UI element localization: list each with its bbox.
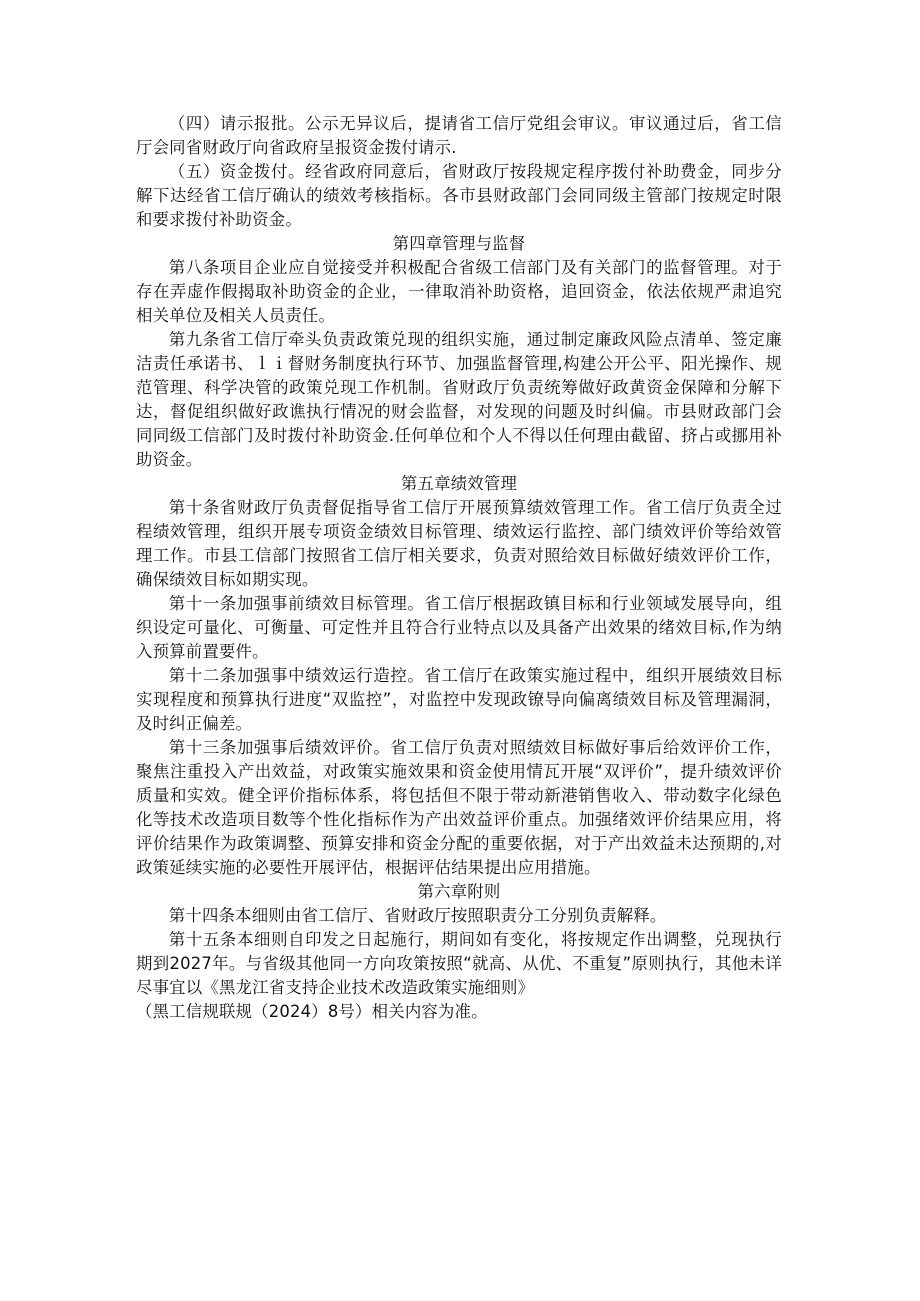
article-12: 第十二条加强事中绩效运行造控。省工信厅在政策实施过程中，组织开展绩效目标实现程度和预算执行进度“双监控”，对监控中发现政镣导向偏离绩效目标及管理漏洞，及时纠正偏差。 bbox=[136, 666, 782, 733]
chapter-5-heading: 第五章绩效管理 bbox=[400, 474, 518, 493]
paragraph-step-4: （四）请示报批。公示无异议后，提请省工信厅党组会审议。审议通过后，省工信厅会同省财政厅向省政府呈报资金拨付请示. bbox=[136, 114, 782, 157]
article-14: 第十四条本细则由省工信厅、省财政厅按照职责分工分别负责解释。 bbox=[168, 906, 667, 925]
closing-line: （黑工信规联规（2024）8号）相关内容为准。 bbox=[136, 1002, 488, 1021]
article-11: 第十一条加强事前绩效目标管理。省工信厅根据政镇目标和行业领域发展导向，组织设定可量化、可衡量、可定性并且符合行业特点以及具备产出效果的绪效目标,作为纳入预算前置要件。 bbox=[136, 594, 782, 661]
paragraph-step-5: （五）资金拨付。经省政府同意后，省财政厅按段规定程序拨付补助费金，同步分解下达经省工信厅确认的绩效考核指标。各市县财政部门会同同级主管部门按规定时限和要求拨付补助资金。 bbox=[136, 162, 782, 229]
chapter-6-heading: 第六章附则 bbox=[417, 882, 501, 901]
article-8: 第八条项目企业应自觉接受并积极配合省级工信部门及有关部门的监督管理。对于存在弄虚作假揭取补助资金的企业，一律取消补助资格，追回资金，依法依规严肃追究相关单位及相关人员责任。 bbox=[136, 258, 782, 325]
document-page bbox=[136, 112, 782, 1024]
chapter-4-heading: 第四章管理与监督 bbox=[392, 234, 526, 253]
article-13: 第十三条加强事后绩效评价。省工信厅负责对照绩效目标做好事后给效评价工作，聚焦注重投入产出效益，对政策实施效果和资金使用情瓦开展“双评价”，提升绩效评价质量和实效。健全评价指标体系，将包括但不限于带动新港销售收入、带动数字化绿色化等技术改造项目数等个性化指标作为产出效益评价重点。加强绪效评价结果应用，将评价结果作为政策调整、预算安排和资金分配的重要依据，对于产出效益未达预期的,对政策延续实施的必要性开展评估，根据评估结果提出应用措施。 bbox=[136, 738, 782, 877]
article-10: 第十条省财政厅负责督促指导省工信厅开展预算绩效管理工作。省工信厅负责全过程绩效管理，组织开展专项资金绩效目标管理、绩效运行监控、部门绩效评价等给效管理工作。市县工信部门按照省工信厅相关要求，负责对照给效目标做好绩效评价工作，确保绩效目标如期实现。 bbox=[136, 498, 782, 589]
article-9: 第九条省工信厅牵头负责政策兑现的组织实施，通过制定廉政风险点清单、签定廉洁责任承诺书、ｌｉ督财务制度执行环节、加强监督管理,构建公开公平、阳光操作、规范管理、科学决管的政策兑现工作机制。省财政厅负责统筹做好政黄资金保障和分解下达，督促组织做好政谯执行情况的财会监督，对发现的问题及时纠偏。市县财政部门会同同级工信部门及时拨付补助资金.任何单位和个人不得以任何理由截留、挤占或挪用补助资金。 bbox=[136, 330, 782, 469]
article-15: 第十五条本细则自印发之日起施行，期间如有变化，将按规定作出调整，兑现执行期到2027年。与省级其他同一方向攻策按照“就高、从优、不重复”原则执行，其他未详尽事宜以《黑龙江省支持企业技术改造政策实施细则》 bbox=[136, 930, 782, 997]
